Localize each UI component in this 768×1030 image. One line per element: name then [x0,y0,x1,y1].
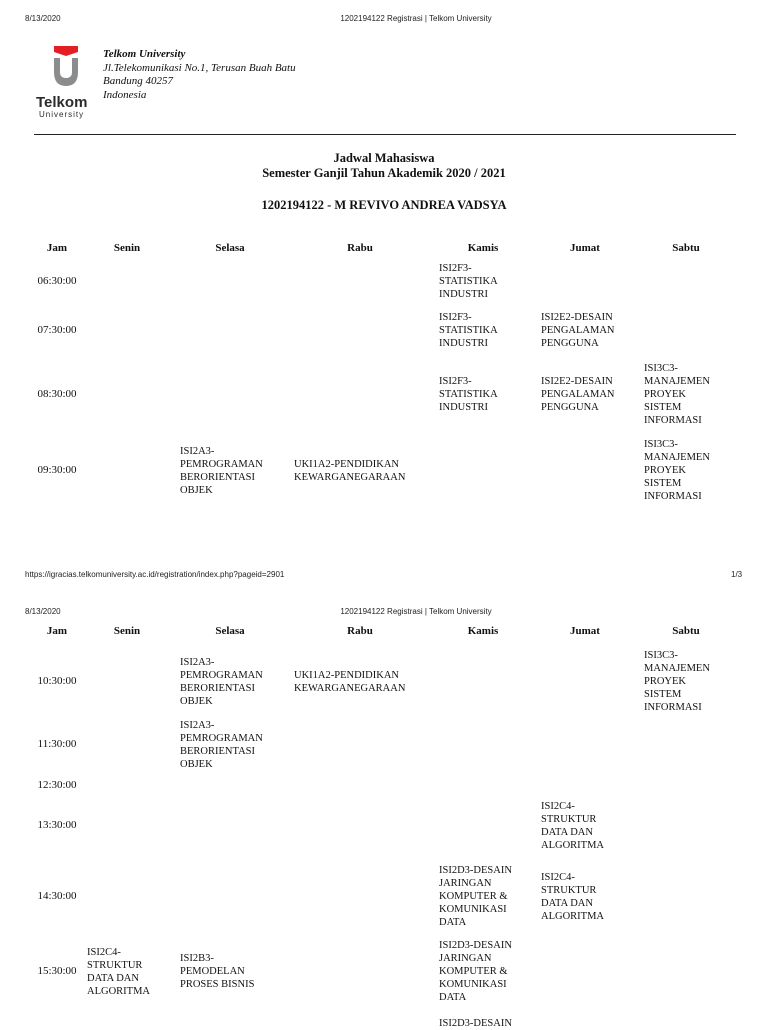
course-senin [87,946,176,998]
course-line: OBJEK [180,695,213,707]
time-slot: 06:30:00 [37,274,77,287]
column-header-rabu: Rabu [347,625,373,637]
time-slot: 13:30:00 [37,819,77,831]
course-line: BERORIENTASI [180,682,255,694]
course-line: KEWARGANEGARAAN [294,471,406,483]
course-line: ISI2A3- [180,656,215,668]
print-title-2: 1202194122 Registrasi | Telkom University [340,607,492,616]
course-line: KOMPUTER & [439,966,508,977]
column-header-selasa: Selasa [215,625,245,637]
course-line: BERORIENTASI [180,746,255,757]
column-header-kamis: Kamis [467,625,499,637]
course-line: STATISTIKA [439,325,498,336]
course-line: PENGALAMAN [541,325,615,336]
course-line: UKI1A2-PENDIDIKAN [294,669,399,681]
column-header-selasa: Selasa [215,242,245,254]
course-line: STRUKTUR [541,814,597,825]
course-line: ISI2F3- [439,312,472,323]
address-line-1: Jl.Telekomunikasi No.1, Terusan Buah Batu [103,61,296,74]
course-line: INFORMASI [644,415,702,426]
course-line: SISTEM [644,402,682,413]
course-line: ALGORITMA [541,840,604,851]
column-header-senin: Senin [113,625,141,637]
course-line: STRUKTUR [541,884,597,896]
time-slot: 08:30:00 [37,387,77,400]
course-line: PROYEK [644,676,687,687]
course-line: OBJEK [180,759,213,770]
time-slot: 10:30:00 [37,674,77,687]
course-line: SISTEM [644,689,682,700]
print-date: 8/13/2020 [25,14,61,23]
course-line: ISI3C3- [644,439,678,450]
course-line: DATA [439,992,467,1003]
course-line: OBJEK [180,484,213,496]
course-line: MANAJEMEN [644,663,710,674]
column-header-jumat: Jumat [570,242,600,254]
course-line: JARINGAN [439,953,492,964]
column-header-jam: Jam [46,625,68,637]
course-selasa [180,719,290,771]
course-line: JARINGAN [439,878,492,889]
course-line: PENGGUNA [541,402,599,413]
course-line: BERORIENTASI [180,471,255,483]
course-line: STRUKTUR [87,959,143,971]
course-line: ISI3C3- [644,363,678,374]
course-line: DATA DAN [87,972,139,984]
course-line: ISI2A3- [180,445,215,457]
course-line: KOMPUTER & [439,891,508,902]
course-rabu [294,669,435,695]
column-header-jam: Jam [46,242,68,254]
course-line: ALGORITMA [87,985,150,997]
course-line: PROSES BISNIS [180,979,255,990]
course-line: ISI2B3- [180,953,214,964]
course-line: PEMODELAN [180,966,245,977]
course-line: ISI2E2-DESAIN [541,376,613,387]
course-line: ISI3C3- [644,650,678,661]
address-line-2: Bandung 40257 [103,75,173,87]
time-slot: 11:30:00 [37,738,77,750]
course-line: KOMUNIKASI [439,979,507,990]
course-jumat [541,871,640,923]
semester-title: Semester Ganjil Tahun Akademik 2020 / 2021 [262,166,506,180]
course-line: ISI2F3- [439,263,472,274]
course-line: ISI2F3- [439,376,472,387]
course-line: MANAJEMEN [644,452,710,463]
course-jumat [541,800,640,852]
schedule-title: Jadwal Mahasiswa [333,151,435,165]
time-slot: 15:30:00 [37,964,77,977]
course-line: PENGALAMAN [541,389,615,400]
address-line-3: Indonesia [103,88,147,101]
logo-word: Telkom [36,94,88,111]
course-line: ISI2E2-DESAIN [541,312,613,323]
course-line: STATISTIKA [439,276,498,287]
time-slot: 12:30:00 [37,778,77,791]
course-line: ISI2C4- [541,801,575,812]
course-line: DATA DAN [541,827,593,838]
course-line: INFORMASI [644,702,702,713]
course-line: INDUSTRI [439,402,488,413]
print-title: 1202194122 Registrasi | Telkom University [340,14,492,23]
footer-url: https://igracias.telkomuniversity.ac.id/registration/index.php?pageid=2901 [25,570,285,579]
column-header-jumat: Jumat [570,625,600,637]
course-line: PENGGUNA [541,338,599,349]
course-line: UKI1A2-PENDIDIKAN [294,458,399,470]
time-slot: 07:30:00 [37,323,77,336]
course-line: INFORMASI [644,491,702,502]
course-line: SISTEM [644,478,682,489]
logo-subword: University [39,110,85,119]
course-line: PEMROGRAMAN [180,458,263,470]
time-slot: 09:30:00 [37,463,77,476]
course-line: KEWARGANEGARAAN [294,682,406,694]
course-line: DATA [439,917,467,928]
course-line: ISI2D3-DESAIN [439,865,512,876]
column-header-sabtu: Sabtu [672,242,700,254]
course-sabtu [644,649,756,714]
footer-page-number: 1/3 [731,570,743,579]
course-line: ISI2C4- [541,871,575,883]
course-line: PROYEK [644,389,687,400]
course-line: INDUSTRI [439,338,488,349]
course-line: DATA DAN [541,897,593,909]
course-line: ISI2D3-DESAIN [439,1018,512,1029]
course-line: ISI2D3-DESAIN [439,940,512,951]
course-line: INDUSTRI [439,289,488,300]
course-kamis [439,864,537,929]
course-selasa [180,656,290,708]
university-name: Telkom University [103,48,186,60]
student-name: 1202194122 - M REVIVO ANDREA VADSYA [261,198,507,212]
column-header-rabu: Rabu [347,242,373,254]
course-selasa [180,952,290,991]
course-line: ISI2A3- [180,720,215,731]
column-header-senin: Senin [113,242,141,254]
time-slot: 14:30:00 [37,889,77,902]
course-line: ALGORITMA [541,910,604,922]
course-line: PROYEK [644,465,687,476]
course-line: KOMUNIKASI [439,904,507,915]
course-line: ISI2C4- [87,946,121,958]
course-line: MANAJEMEN [644,376,710,387]
course-kamis [439,939,537,1004]
course-line: PEMROGRAMAN [180,669,263,681]
course-line: STATISTIKA [439,389,498,400]
column-header-sabtu: Sabtu [672,625,700,637]
column-header-kamis: Kamis [467,242,499,254]
print-date-2: 8/13/2020 [25,607,61,616]
course-line: PEMROGRAMAN [180,733,263,744]
